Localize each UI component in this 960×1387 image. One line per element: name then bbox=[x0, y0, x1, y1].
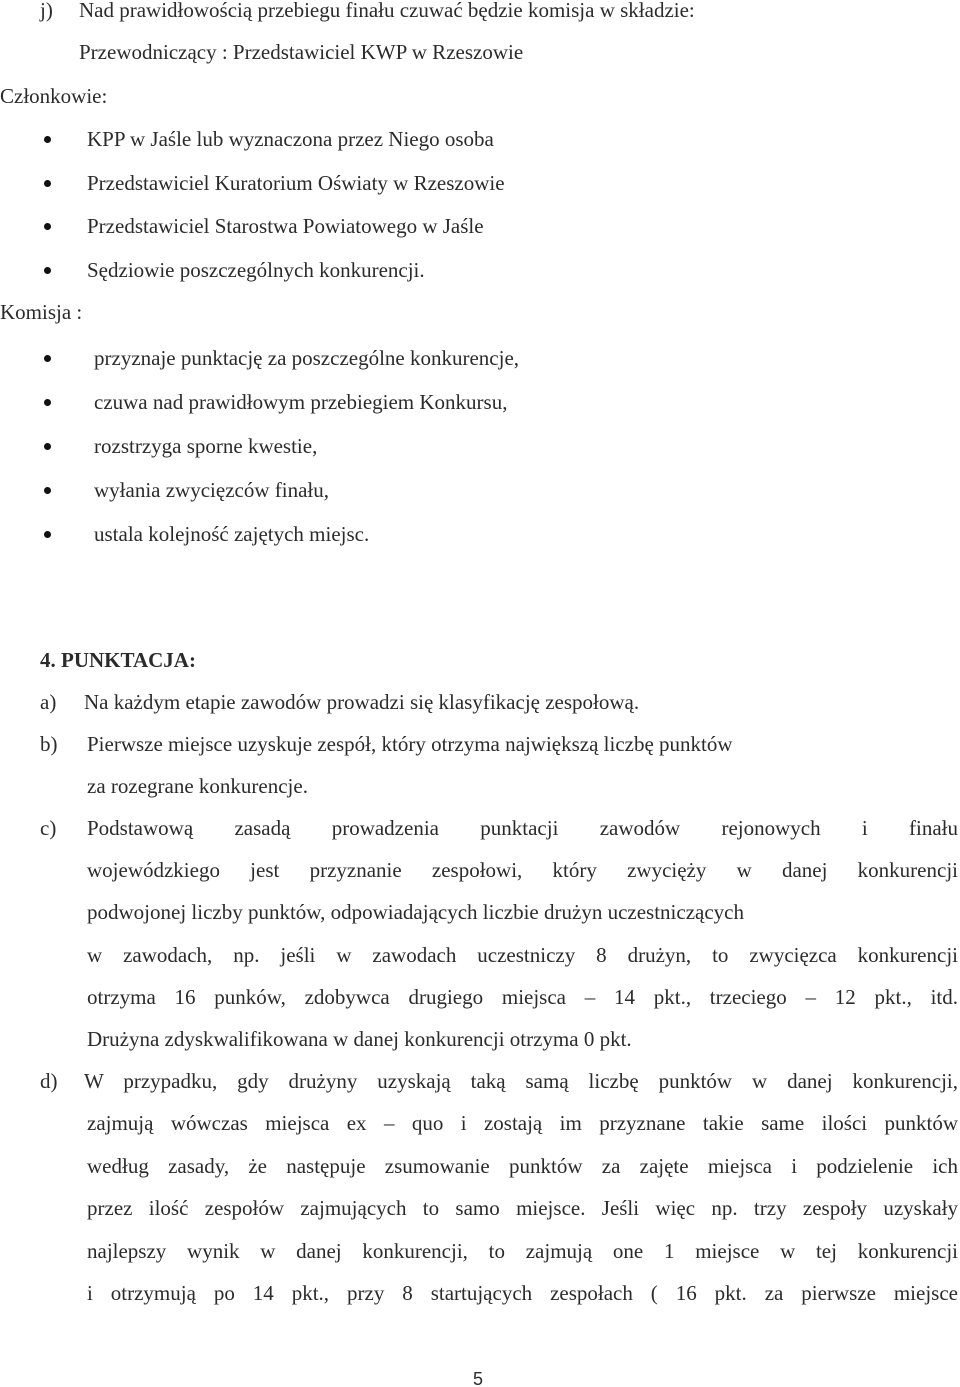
bullet-icon bbox=[44, 487, 51, 494]
commission-label: Komisja : bbox=[0, 300, 83, 324]
rule-d-line: i otrzymują po 14 pkt., przy 8 startujących zespołach ( 16 pkt. za pierwsze miejsce bbox=[87, 1281, 958, 1305]
rule-c-line: podwojonej liczby punktów, odpowiadających liczbie drużyn uczestniczących bbox=[87, 900, 744, 924]
bullet-icon bbox=[44, 180, 51, 187]
rule-d-line: zajmują wówczas miejsca ex – quo i zostają im przyznane takie same ilości punktów bbox=[87, 1111, 958, 1135]
rule-c-line: wojewódzkiego jest przyznanie zespołowi, który zwycięży w danej konkurencji bbox=[87, 858, 958, 882]
commission-intro: Nad prawidłowością przebiegu finału czuwać będzie komisja w składzie: bbox=[79, 0, 695, 22]
bullet-icon bbox=[44, 355, 51, 362]
bullet-icon bbox=[44, 136, 51, 143]
bullet-icon bbox=[44, 267, 51, 274]
duty-item: wyłania zwycięzców finału, bbox=[94, 478, 329, 502]
member-item: Przedstawiciel Starostwa Powiatowego w Jaśle bbox=[87, 214, 484, 238]
bullet-icon bbox=[44, 443, 51, 450]
bullet-icon bbox=[44, 531, 51, 538]
rule-d-line: najlepszy wynik w danej konkurencji, to zajmują one 1 miejsce w tej konkurencji bbox=[87, 1239, 958, 1263]
duty-item: przyznaje punktację za poszczególne konkurencje, bbox=[94, 346, 520, 370]
rule-c-line: Podstawową zasadą prowadzenia punktacji zawodów rejonowych i finału bbox=[87, 816, 958, 840]
rule-d-line: według zasady, że następuje zsumowanie punktów za zajęte miejsca i podzielenie ich bbox=[87, 1154, 958, 1178]
item-marker-j: j) bbox=[40, 0, 53, 22]
member-item: KPP w Jaśle lub wyznaczona przez Niego osoba bbox=[87, 127, 494, 151]
member-item: Sędziowie poszczególnych konkurencji. bbox=[87, 258, 425, 282]
rule-a-text: Na każdym etapie zawodów prowadzi się klasyfikację zespołową. bbox=[84, 690, 640, 714]
duty-item: czuwa nad prawidłowym przebiegiem Konkursu, bbox=[94, 390, 508, 414]
duty-item: rozstrzyga sporne kwestie, bbox=[94, 434, 318, 458]
item-marker-a: a) bbox=[40, 690, 57, 714]
rule-d-line: przez ilość zespołów zajmujących to samo miejsce. Jeśli więc np. trzy zespoły uzyskały bbox=[87, 1196, 958, 1220]
rule-d-line: W przypadku, gdy drużyny uzyskają taką samą liczbę punktów w danej konkurencji, bbox=[84, 1069, 958, 1093]
member-item: Przedstawiciel Kuratorium Oświaty w Rzeszowie bbox=[87, 171, 505, 195]
item-marker-b: b) bbox=[40, 732, 58, 756]
item-marker-d: d) bbox=[40, 1069, 58, 1093]
rule-b-line: Pierwsze miejsce uzyskuje zespół, który otrzyma największą liczbę punktów bbox=[87, 732, 733, 756]
rule-b-line: za rozegrane konkurencje. bbox=[87, 774, 308, 798]
page-number: 5 bbox=[473, 1369, 484, 1387]
rule-c-line: otrzyma 16 punków, zdobywca drugiego miejsca – 14 pkt., trzeciego – 12 pkt., itd. bbox=[87, 985, 958, 1009]
bullet-icon bbox=[44, 399, 51, 406]
duty-item: ustala kolejność zajętych miejsc. bbox=[94, 522, 370, 546]
rule-c-line: w zawodach, np. jeśli w zawodach uczestniczy 8 drużyn, to zwycięzca konkurencji bbox=[87, 943, 958, 967]
commission-chair: Przewodniczący : Przedstawiciel KWP w Rzeszowie bbox=[79, 40, 524, 64]
item-marker-c: c) bbox=[40, 816, 57, 840]
rule-c-line: Drużyna zdyskwalifikowana w danej konkurencji otrzyma 0 pkt. bbox=[87, 1027, 632, 1051]
bullet-icon bbox=[44, 223, 51, 230]
members-label: Członkowie: bbox=[0, 84, 108, 108]
section-heading: 4. PUNKTACJA: bbox=[40, 648, 196, 672]
